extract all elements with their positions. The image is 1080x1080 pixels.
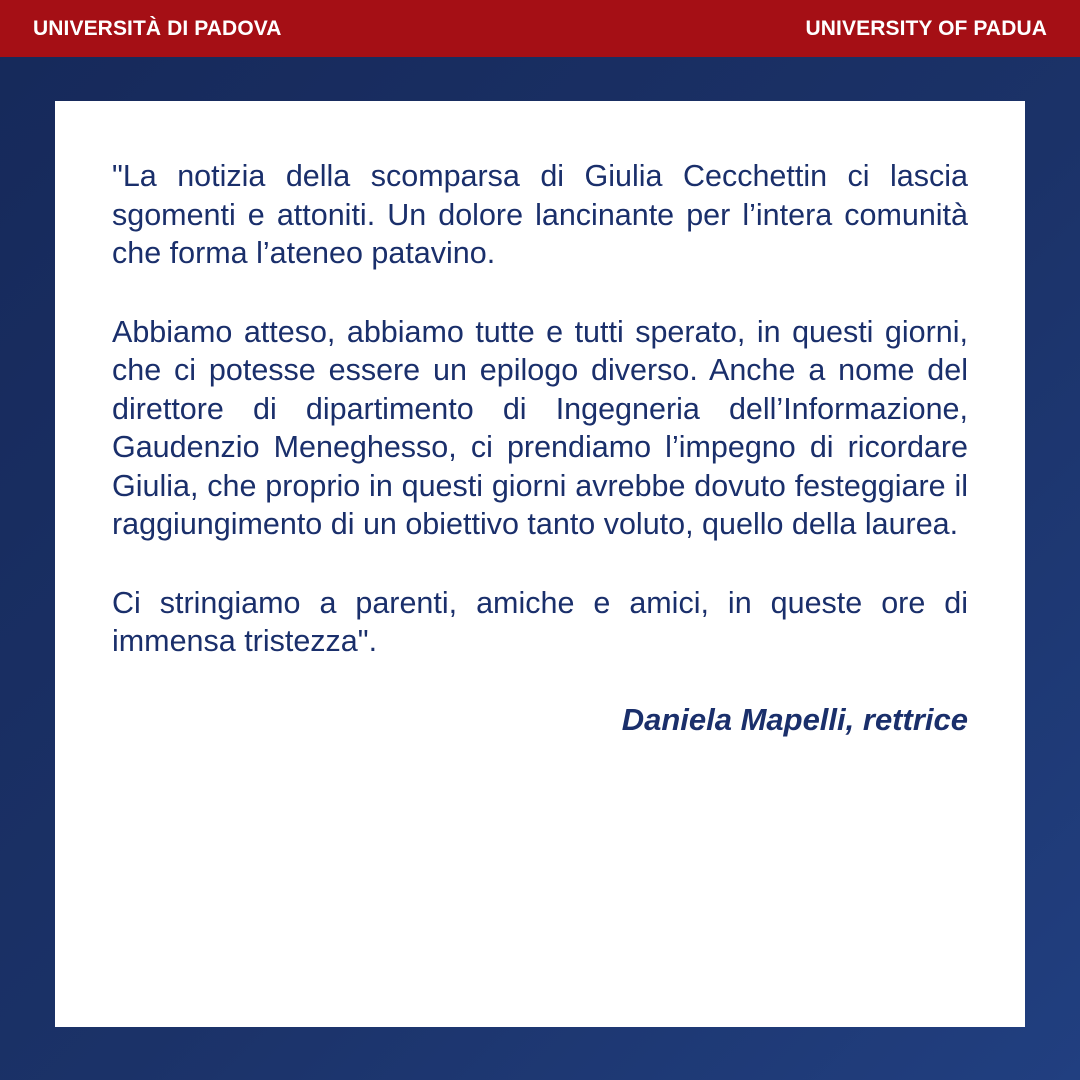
statement-card (55, 101, 1025, 1027)
statement-body (112, 157, 968, 739)
signature: Daniela Mapelli, rettrice (621, 701, 968, 737)
statement-paragraph-2: Abbiamo atteso, abbiamo tutte e tutti sperato, in questi giorni, che ci potesse essere un epilogo diverso. Anche a nome del direttore di dipartimento di Ingegneria dell’Informazione, Gaudenzio Meneghesso, ci prendiamo l’impegno di ricordare Giulia, che proprio in questi giorni avrebbe dovuto festeggiare il raggiungimento di un obiettivo tanto voluto, quello della laurea. (112, 314, 968, 541)
university-name-italian: UNIVERSITÀ DI PADOVA (33, 17, 282, 40)
university-name-english: UNIVERSITY OF PADUA (805, 17, 1047, 40)
header-bar (0, 0, 1080, 57)
statement-paragraph-3: Ci stringiamo a parenti, amiche e amici, in queste ore di immensa tristezza". (112, 585, 968, 658)
statement-paragraph-1: "La notizia della scomparsa di Giulia Cecchettin ci lascia sgomenti e attoniti. Un dolore lancinante per l’intera comunità che forma l’ateneo patavino. (112, 159, 968, 270)
